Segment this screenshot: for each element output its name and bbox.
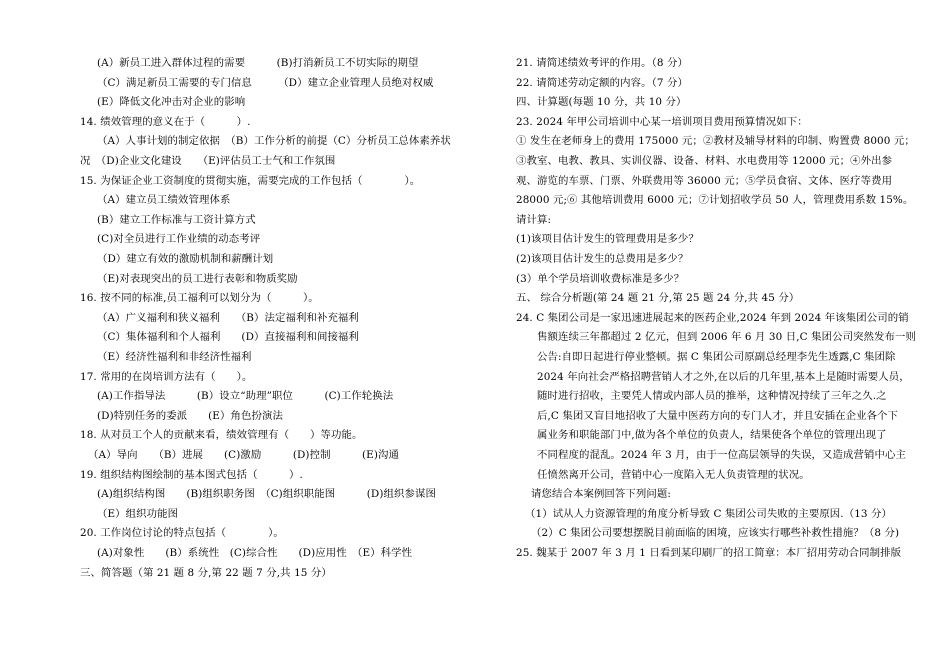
text-line: (1)该项目估计发生的管理费用是多少？ — [516, 233, 699, 246]
text-line: 五、 综合分析题(第 24 题 21 分,第 25 题 24 分,共 45 分） — [516, 292, 800, 305]
text-line: （A）导向 （B）进展 (C)激励 (D)控制 (E)沟通 — [88, 449, 400, 461]
text-line: (2)该项目估计发生的总费用是多少？ — [516, 253, 689, 265]
text-line: （C）集体福利和个人福利 (D）直接福利和间接福利 — [97, 331, 359, 344]
text-line: 18. 从对员工个人的贡献来看，绩效管理有（ ）等功能。 — [80, 429, 363, 442]
text-line: 属业务和职能部门中,做为各个单位的负责人，结果使各个单位的管理出现了 — [537, 429, 887, 442]
text-line: 随时进行招收，主要凭人情或内部人员的推举，这种情况持续了三年之久.之 — [537, 390, 887, 403]
text-line: 17. 常用的在岗培训方法有（ ）。 — [80, 370, 253, 383]
text-line: 售额连续三年都超过 2 亿元，但到 2006 年 6 月 30 日,C 集团公司突然发布一则 — [537, 331, 917, 344]
text-line: （2）C 集团公司要想摆脱目前面临的困境，应该实行哪些补救性措施？（8 分) — [531, 527, 900, 540]
text-line: (A）新员工进入群体过程的需要 (B)打消新员工不切实际的期望 — [97, 57, 419, 69]
text-line: 不同程度的混乱。2024 年 3 月，由于一位高层领导的失误，又造成营销中心主 — [537, 449, 906, 461]
text-line: 三、简答题（第 21 题 8 分,第 22 题 7 分,共 15 分） — [80, 566, 332, 579]
text-line: （E）经济性福利和非经济性福利 — [97, 351, 252, 363]
text-line: 四、计算题(每题 10 分，共 10 分） — [516, 96, 687, 109]
text-line: 22. 请简述劳动定额的内容。（7 分） — [516, 76, 689, 89]
text-line: (A)工作指导法 (B）设立“助理”职位 (C)工作轮换法 — [97, 390, 394, 403]
text-line: （A）建立员工绩效管理体系 — [97, 194, 231, 207]
text-line: 16. 按不同的标准,员工福利可以划分为（ ）。 — [80, 292, 319, 305]
text-line: 请计算: — [516, 213, 552, 226]
text-line: (B）建立工作标准与工资计算方式 — [97, 213, 256, 226]
text-line: ③教室、电教、教具、实训仪器、设备、材料、水电费用等 12000 元；④外出参 — [516, 155, 893, 167]
text-line: 24. C 集团公司是一家迅速进展起来的医药企业,2024 年到 2024 年该集团公司的销 — [516, 311, 909, 324]
text-line: （E)对表现突出的员工进行表彰和物质奖励 — [97, 272, 298, 285]
text-line: 公告:自即日起进行停业整顿。据 C 集团公司原副总经理李先生透露,C 集团除 — [537, 351, 896, 363]
text-line: （E）组织功能图 — [97, 507, 179, 520]
text-line: (D)特别任务的委派 (E）角色扮演法 — [97, 409, 283, 422]
text-line: 20. 工作岗位讨论的特点包括（ ）。 — [80, 527, 284, 540]
text-line: 28000 元;⑥ 其他培训费用 6000 元；⑦计划招收学员 50 人，管理费用系数 15%。 — [516, 194, 914, 207]
text-line: 请您结合本案例回答下列问题: — [531, 488, 671, 501]
text-line: 况 （D)企业文化建设 （E)评估员工士气和工作氛围 — [80, 155, 336, 167]
text-line: (E）降低文化冲击对企业的影响 — [97, 96, 246, 109]
text-line: 25. 魏某于 2007 年 3 月 1 日看到某印刷厂的招工简章：本厂招用劳动合同制排版 — [516, 547, 902, 559]
text-line: 2024 年向社会严格招聘营销人才之外,在以后的几年里,基本上是随时需要人员， — [537, 370, 910, 383]
text-line: （C）满足新员工需要的专门信息 （D）建立企业管理人员绝对权威 — [97, 76, 434, 89]
text-line: 23. 2024 年甲公司培训中心某一培训项目费用预算情况如下： — [516, 115, 808, 128]
text-line: 14. 绩效管理的意义在于（ ）. — [80, 115, 251, 128]
text-line: (3）单个学员培训收费标准是多少？ — [516, 272, 685, 285]
text-line: 19. 组织结构图绘制的基本图式包括（ ）. — [80, 468, 303, 481]
text-line: （1）试从人力资源管理的角度分析导致 C 集团公司失败的主要原因.（13 分） — [525, 507, 893, 520]
text-line: 15. 为保证企业工资制度的贯彻实施，需要完成的工作包括（ ）。 — [80, 174, 421, 187]
text-line: （D）建立有效的激励机制和薪酬计划 — [97, 253, 274, 265]
text-line: 任愤然离开公司，营销中心一度陷入无人负责管理的状况。 — [537, 468, 810, 481]
text-line: （A）广义福利和狭义福利 （B）法定福利和补充福利 — [97, 311, 359, 324]
text-line: 观、游览的车票、门票、外联费用等 36000 元；⑤学员食宿、文体、医疗等费用 — [516, 174, 893, 187]
text-line: ① 发生在老师身上的费用 175000 元；②教材及辅导材料的印制、购置费 8000 元； — [516, 135, 915, 148]
text-line: （A）人事计划的制定依据 （B）工作分析的前提（C）分析员工总体素养状 — [97, 135, 451, 148]
text-line: (A)组织结构图 (B)组织职务图 （C)组织职能图 (D)组织参谋图 — [97, 488, 436, 501]
text-line: (C)对全员进行工作业绩的动态考评 — [97, 233, 261, 246]
text-line: (A)对象性 (B）系统性 (C)综合性 (D)应用性 （E）科学性 — [97, 547, 413, 559]
text-line: 后,C 集团又盲目地招收了大量中医药方向的专门人才，并且安插在企业各个下 — [537, 409, 899, 422]
text-line: 21. 请简述绩效考评的作用。（8 分） — [516, 57, 689, 69]
